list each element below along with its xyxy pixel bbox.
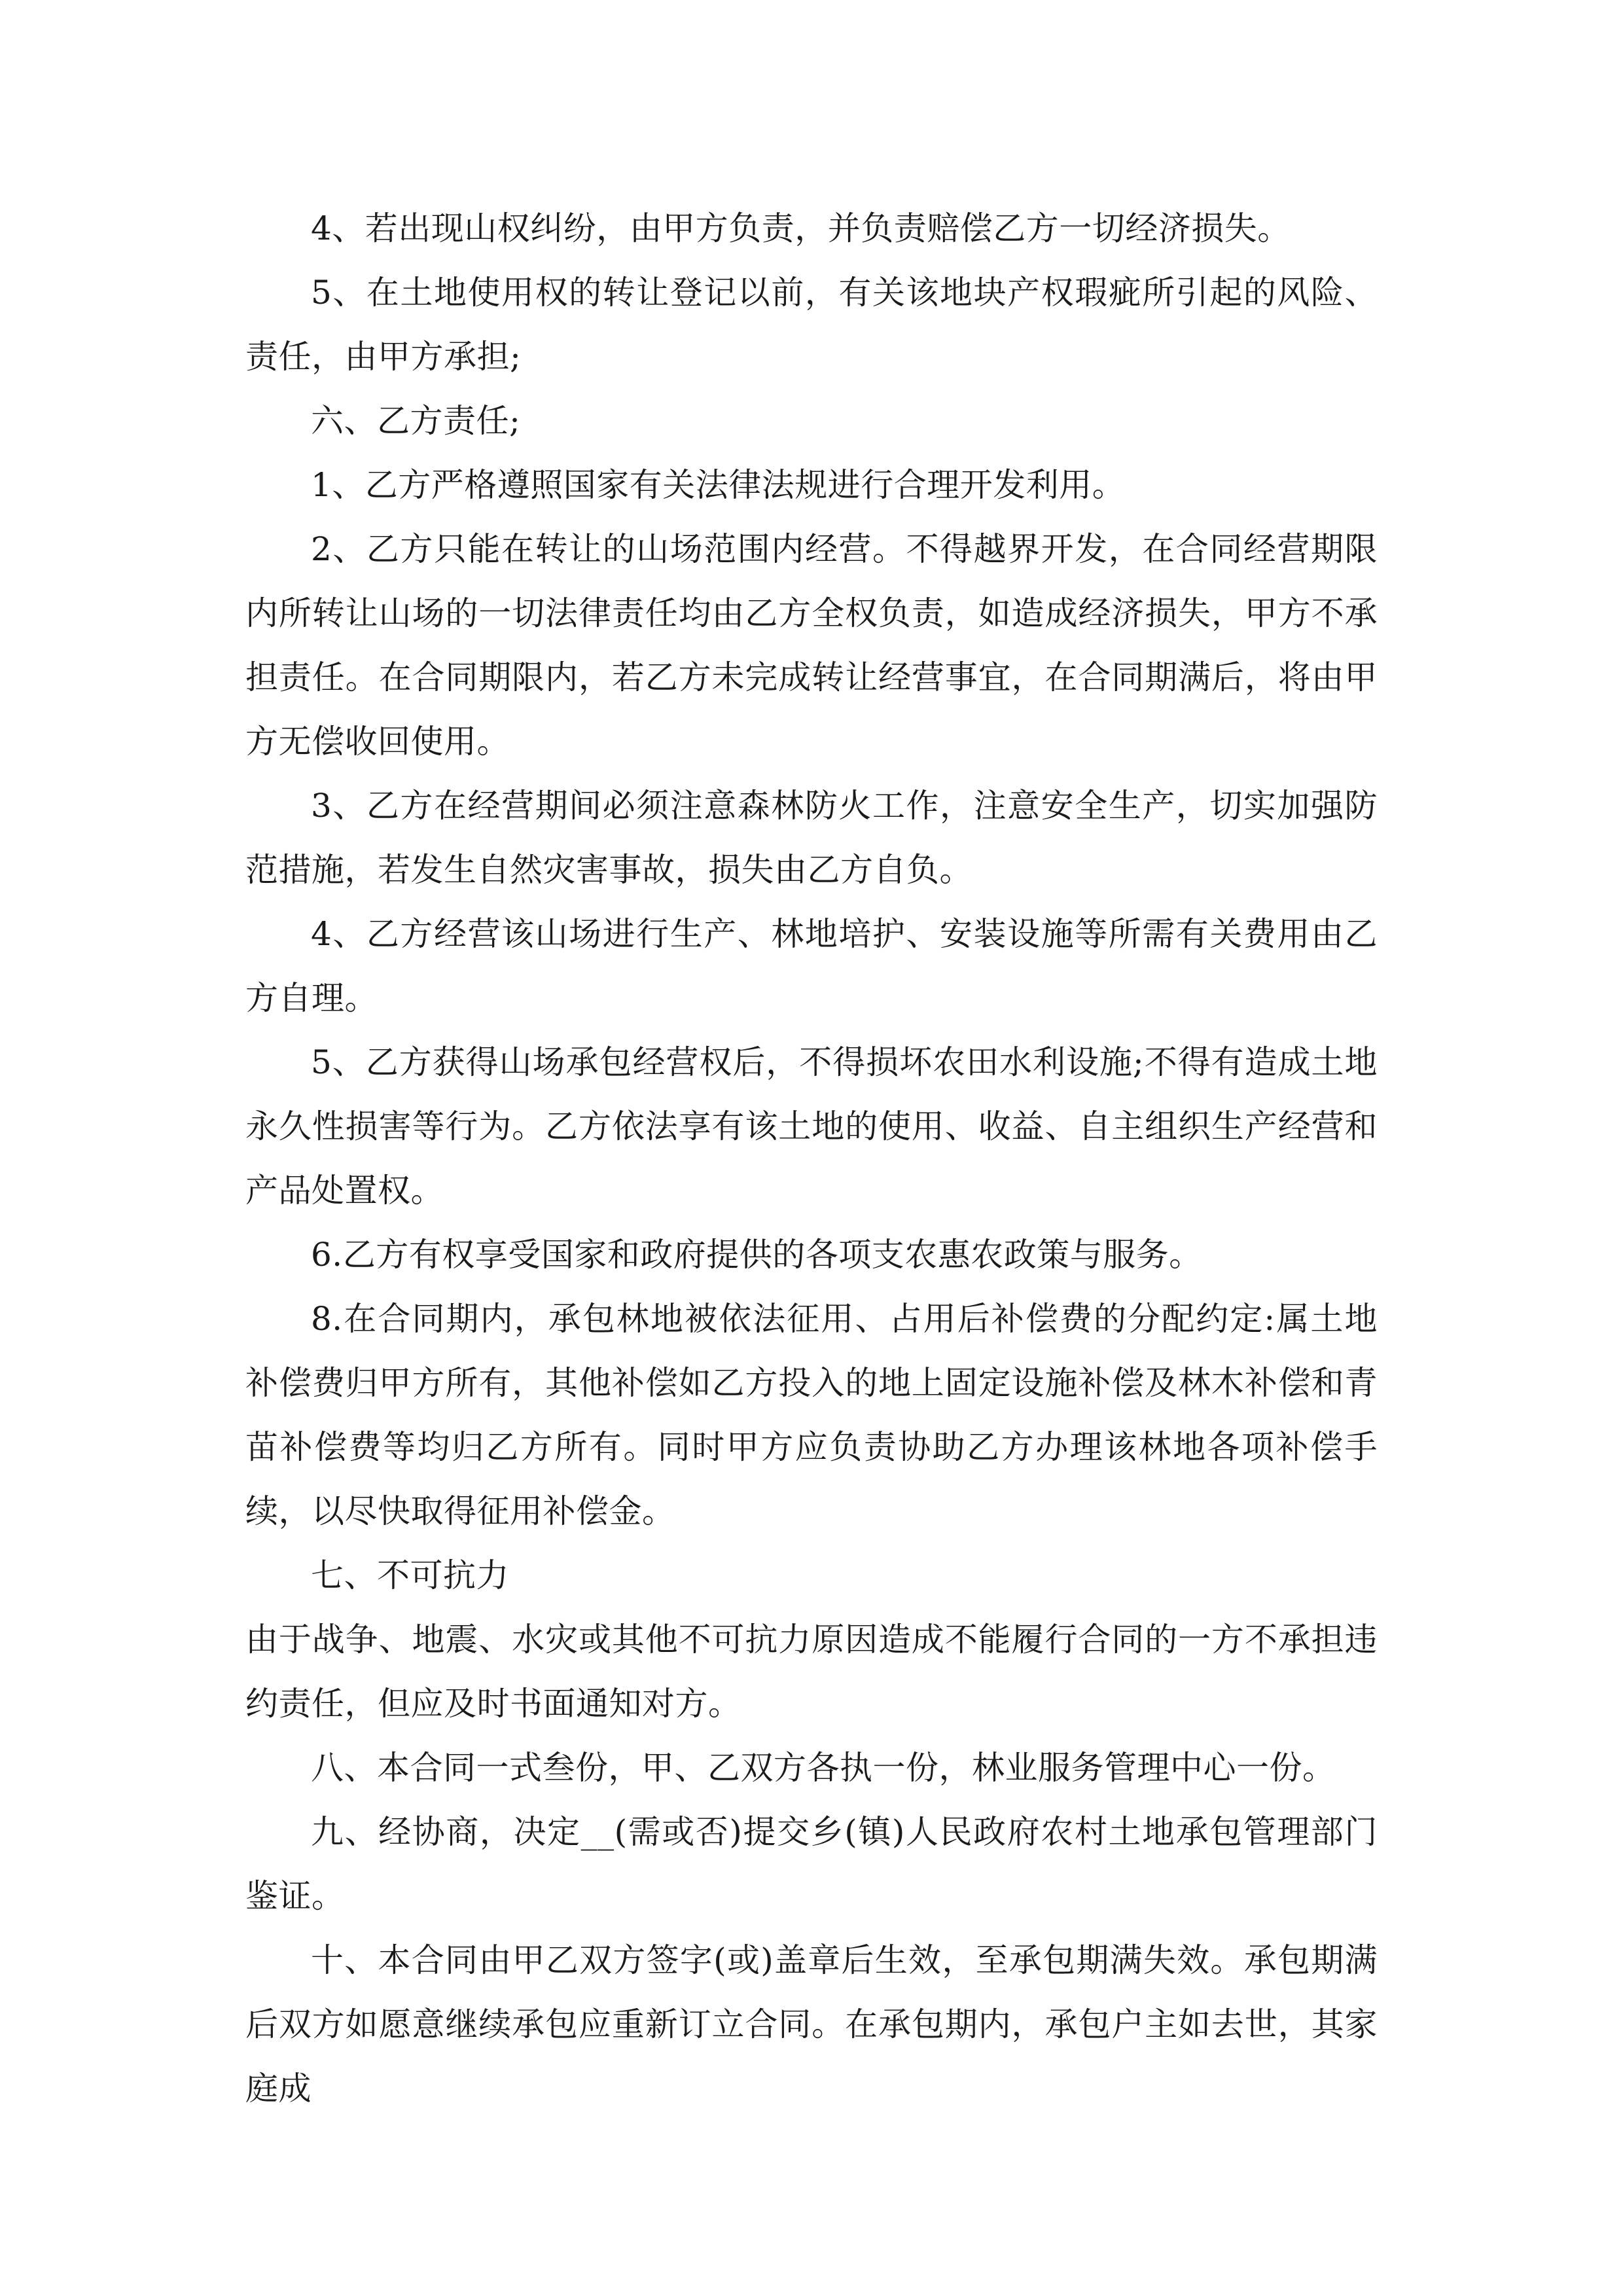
section-heading-party-b-duties: 六、乙方责任; [311,402,521,440]
paragraph-b-clause-5: 5、乙方获得山场承包经营权后，不得损坏农田水利设施;不得有造成土地永久性损害等行为。乙方依法享有该土地的使用、收益、自主组织生产经营和产品处置权。 [245,1043,1378,1210]
paragraph-clause-eight-copies: 八、本合同一式叁份，甲、乙双方各执一份，林业服务管理中心一份。 [311,1749,1336,1787]
paragraph-b-clause-1: 1、乙方严格遵照国家有关法律法规进行合理开发利用。 [311,466,1126,504]
paragraph-b-clause-4: 4、乙方经营该山场进行生产、林地培护、安装设施等所需有关费用由乙方自理。 [245,915,1378,1017]
section-heading-force-majeure: 七、不可抗力 [311,1556,509,1594]
paragraph-b-clause-6: 6.乙方有权享受国家和政府提供的各项支农惠农政策与服务。 [311,1236,1202,1274]
document-body [245,196,1378,2121]
paragraph-clause-nine-verification: 九、经协商，决定__(需或否)提交乡(镇)人民政府农村土地承包管理部门鉴证。 [245,1813,1378,1915]
paragraph-clause-ten-effect: 十、本合同由甲乙双方签字(或)盖章后生效，至承包期满失效。承包期满后双方如愿意继续承包应重新订立合同。在承包期内，承包户主如去世，其家庭成 [245,1941,1378,2108]
paragraph-force-majeure: 由于战争、地震、水灾或其他不可抗力原因造成不能履行合同的一方不承担违约责任，但应及时书面通知对方。 [245,1621,1378,1723]
paragraph-b-clause-2: 2、乙方只能在转让的山场范围内经营。不得越界开发，在合同经营期限内所转让山场的一切法律责任均由乙方全权负责，如造成经济损失，甲方不承担责任。在合同期限内，若乙方未完成转让经营事宜，在合同期满后，将由甲方无偿收回使用。 [245,530,1378,761]
paragraph-b-clause-8: 8.在合同期内，承包林地被依法征用、占用后补偿费的分配约定:属土地补偿费归甲方所有，其他补偿如乙方投入的地上固定设施补偿及林木补偿和青苗补偿费等均归乙方所有。同时甲方应负责协助乙方办理该林地各项补偿手续，以尽快取得征用补偿金。 [245,1300,1378,1530]
paragraph-clause-5-a: 5、在土地使用权的转让登记以前，有关该地块产权瑕疵所引起的风险、责任，由甲方承担; [245,274,1378,376]
paragraph-clause-4-a: 4、若出现山权纠纷，由甲方负责，并负责赔偿乙方一切经济损失。 [311,209,1291,247]
paragraph-b-clause-3: 3、乙方在经营期间必须注意森林防火工作，注意安全生产，切实加强防范措施，若发生自然灾害事故，损失由乙方自负。 [245,787,1378,889]
